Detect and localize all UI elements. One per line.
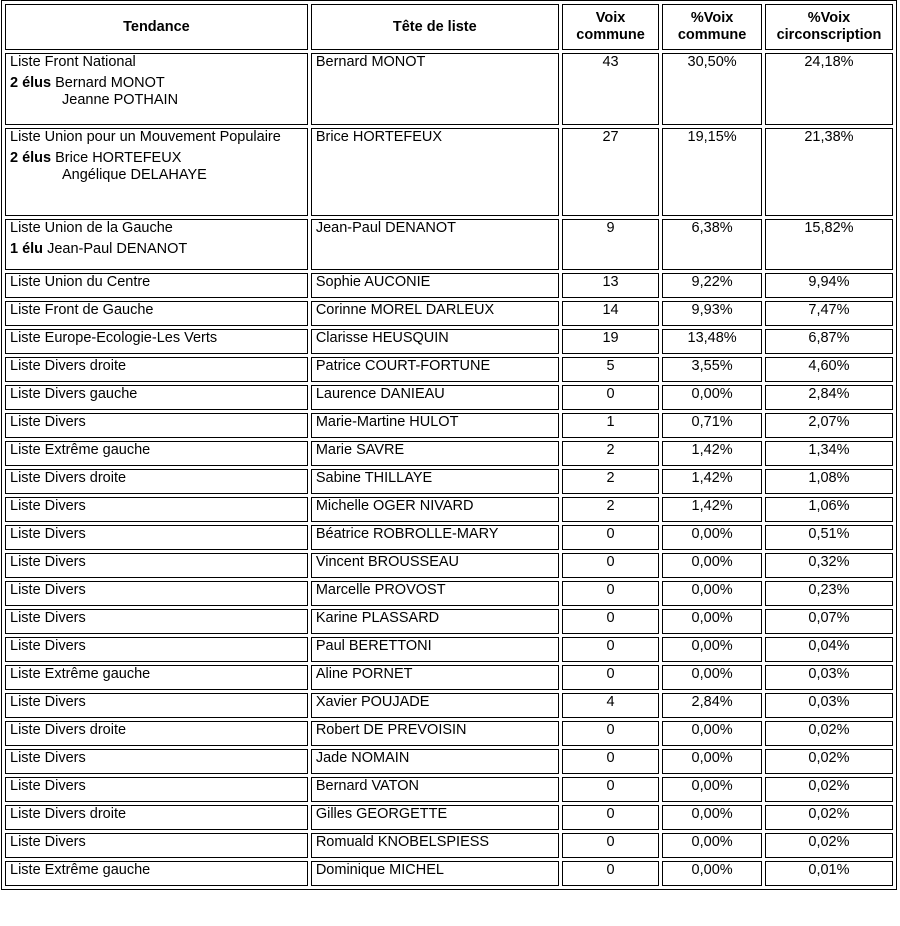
cell-pct-voix-commune: 0,00%: [662, 525, 762, 550]
cell-tete-de-liste: Béatrice ROBROLLE-MARY: [311, 525, 559, 550]
cell-voix-commune: 19: [562, 329, 660, 354]
cell-tendance: [5, 497, 308, 522]
cell-pct-voix-circonscription: 0,51%: [765, 525, 893, 550]
cell-tete-de-liste: Robert DE PREVOISIN: [311, 721, 559, 746]
table-row: [5, 665, 893, 690]
cell-pct-voix-commune: 0,00%: [662, 385, 762, 410]
header-voix-commune-line1: Voix: [595, 10, 626, 26]
elu-name: Angélique DELAHAYE: [62, 167, 207, 183]
tendance-text: Liste Front National: [10, 54, 136, 70]
cell-pct-voix-circonscription: 1,08%: [765, 469, 893, 494]
cell-tete-de-liste: Vincent BROUSSEAU: [311, 553, 559, 578]
cell-voix-commune: 0: [562, 861, 660, 886]
header-tendance: Tendance: [5, 4, 308, 50]
cell-pct-voix-commune: 0,00%: [662, 861, 762, 886]
cell-voix-commune: 14: [562, 301, 660, 326]
tendance-text: Liste Union de la Gauche: [10, 220, 173, 236]
elu-line: [10, 150, 303, 167]
cell-pct-voix-commune: 9,93%: [662, 301, 762, 326]
cell-tendance: [5, 525, 308, 550]
cell-voix-commune: 0: [562, 805, 660, 830]
header-pct-voix-commune: [662, 4, 762, 50]
elu-line: [10, 92, 303, 109]
cell-pct-voix-circonscription: 0,23%: [765, 581, 893, 606]
cell-voix-commune: 2: [562, 441, 660, 466]
cell-voix-commune: 43: [562, 53, 660, 125]
cell-pct-voix-circonscription: 0,03%: [765, 665, 893, 690]
cell-tete-de-liste: Dominique MICHEL: [311, 861, 559, 886]
table-row: [5, 693, 893, 718]
cell-tete-de-liste: Marie SAVRE: [311, 441, 559, 466]
table-row: [5, 637, 893, 662]
cell-voix-commune: 4: [562, 693, 660, 718]
tendance-text: Liste Divers droite: [10, 806, 127, 822]
cell-voix-commune: 0: [562, 525, 660, 550]
cell-pct-voix-commune: 0,71%: [662, 413, 762, 438]
table-row: [5, 273, 893, 298]
table-row: [5, 329, 893, 354]
table-row: [5, 749, 893, 774]
cell-tendance: [5, 665, 308, 690]
cell-tendance: [5, 53, 308, 125]
table-row: [5, 128, 893, 216]
cell-tete-de-liste: Laurence DANIEAU: [311, 385, 559, 410]
cell-pct-voix-commune: 2,84%: [662, 693, 762, 718]
table-row: [5, 581, 893, 606]
table-row: [5, 441, 893, 466]
tendance-text: Liste Union du Centre: [10, 274, 151, 290]
cell-voix-commune: 0: [562, 637, 660, 662]
cell-pct-voix-circonscription: 6,87%: [765, 329, 893, 354]
cell-tendance: [5, 385, 308, 410]
cell-pct-voix-commune: 0,00%: [662, 749, 762, 774]
cell-tete-de-liste: Jean-Paul DENANOT: [311, 219, 559, 270]
cell-tendance: [5, 357, 308, 382]
tendance-text: Liste Divers: [10, 638, 86, 654]
header-row: [5, 4, 893, 50]
cell-tete-de-liste: Aline PORNET: [311, 665, 559, 690]
cell-tete-de-liste: Bernard VATON: [311, 777, 559, 802]
cell-pct-voix-circonscription: 0,02%: [765, 777, 893, 802]
elu-name: Brice HORTEFEUX: [55, 150, 182, 166]
cell-tendance: [5, 693, 308, 718]
cell-pct-voix-commune: 1,42%: [662, 469, 762, 494]
cell-pct-voix-commune: 6,38%: [662, 219, 762, 270]
tendance-text: Liste Divers: [10, 526, 86, 542]
cell-tendance: [5, 219, 308, 270]
header-tete-de-liste: Tête de liste: [311, 4, 559, 50]
cell-tendance: [5, 777, 308, 802]
cell-tendance: [5, 637, 308, 662]
cell-pct-voix-circonscription: 0,02%: [765, 805, 893, 830]
cell-tendance: [5, 553, 308, 578]
table-row: [5, 777, 893, 802]
cell-pct-voix-circonscription: 9,94%: [765, 273, 893, 298]
elus-count: 2 élus: [10, 75, 52, 91]
tendance-text: Liste Divers: [10, 582, 86, 598]
table-row: [5, 553, 893, 578]
cell-voix-commune: 0: [562, 553, 660, 578]
cell-voix-commune: 5: [562, 357, 660, 382]
cell-pct-voix-commune: 0,00%: [662, 637, 762, 662]
cell-voix-commune: 2: [562, 497, 660, 522]
cell-tendance: [5, 273, 308, 298]
header-pct-voix-circonscription: [765, 4, 893, 50]
results-table: [1, 0, 897, 890]
cell-tete-de-liste: Patrice COURT-FORTUNE: [311, 357, 559, 382]
cell-voix-commune: 0: [562, 665, 660, 690]
header-voix-commune-line2: commune: [576, 27, 645, 43]
cell-tete-de-liste: Marie-Martine HULOT: [311, 413, 559, 438]
cell-pct-voix-commune: 0,00%: [662, 553, 762, 578]
table-row: [5, 357, 893, 382]
header-pct-voix-commune-line1: %Voix: [690, 10, 734, 26]
cell-tete-de-liste: Sabine THILLAYE: [311, 469, 559, 494]
cell-tendance: [5, 329, 308, 354]
cell-tete-de-liste: Xavier POUJADE: [311, 693, 559, 718]
cell-voix-commune: 0: [562, 777, 660, 802]
tendance-text: Liste Divers: [10, 498, 86, 514]
table-row: [5, 833, 893, 858]
cell-pct-voix-circonscription: 4,60%: [765, 357, 893, 382]
cell-tete-de-liste: Clarisse HEUSQUIN: [311, 329, 559, 354]
tendance-text: Liste Front de Gauche: [10, 302, 154, 318]
tendance-text: Liste Union pour un Mouvement Populaire: [10, 129, 281, 145]
cell-voix-commune: 27: [562, 128, 660, 216]
cell-pct-voix-circonscription: 0,01%: [765, 861, 893, 886]
elus-block: [10, 241, 303, 258]
cell-pct-voix-commune: 0,00%: [662, 609, 762, 634]
tendance-text: Liste Divers: [10, 778, 86, 794]
cell-pct-voix-circonscription: 15,82%: [765, 219, 893, 270]
cell-tete-de-liste: Jade NOMAIN: [311, 749, 559, 774]
elu-line: [10, 241, 303, 258]
tendance-text: Liste Divers: [10, 694, 86, 710]
cell-voix-commune: 0: [562, 749, 660, 774]
cell-pct-voix-commune: 0,00%: [662, 833, 762, 858]
table-header: [5, 4, 893, 50]
elus-count: 2 élus: [10, 150, 52, 166]
tendance-text: Liste Extrême gauche: [10, 442, 151, 458]
table-row: [5, 497, 893, 522]
tendance-text: Liste Divers droite: [10, 358, 127, 374]
table-row: [5, 609, 893, 634]
cell-voix-commune: 0: [562, 385, 660, 410]
cell-tete-de-liste: Michelle OGER NIVARD: [311, 497, 559, 522]
cell-pct-voix-commune: 1,42%: [662, 497, 762, 522]
tendance-text: Liste Divers: [10, 554, 86, 570]
table-row: [5, 413, 893, 438]
cell-pct-voix-circonscription: 24,18%: [765, 53, 893, 125]
cell-pct-voix-commune: 13,48%: [662, 329, 762, 354]
elus-block: [10, 75, 303, 109]
cell-tete-de-liste: Sophie AUCONIE: [311, 273, 559, 298]
elus-block: [10, 150, 303, 184]
cell-pct-voix-commune: 0,00%: [662, 665, 762, 690]
tendance-text: Liste Divers gauche: [10, 386, 138, 402]
cell-voix-commune: 9: [562, 219, 660, 270]
cell-pct-voix-commune: 19,15%: [662, 128, 762, 216]
tendance-text: Liste Extrême gauche: [10, 666, 151, 682]
elu-name: Bernard MONOT: [55, 75, 165, 91]
cell-voix-commune: 0: [562, 581, 660, 606]
elu-line: [10, 167, 303, 184]
cell-pct-voix-commune: 0,00%: [662, 581, 762, 606]
tendance-text: Liste Divers: [10, 834, 86, 850]
cell-pct-voix-commune: 9,22%: [662, 273, 762, 298]
cell-tendance: [5, 413, 308, 438]
table-row: [5, 469, 893, 494]
tendance-text: Liste Europe-Ecologie-Les Verts: [10, 330, 218, 346]
cell-pct-voix-circonscription: 0,04%: [765, 637, 893, 662]
table-row: [5, 805, 893, 830]
cell-tendance: [5, 128, 308, 216]
cell-pct-voix-commune: 1,42%: [662, 441, 762, 466]
elu-line: [10, 75, 303, 92]
cell-voix-commune: 13: [562, 273, 660, 298]
cell-tete-de-liste: Paul BERETTONI: [311, 637, 559, 662]
table-row: [5, 861, 893, 886]
cell-pct-voix-circonscription: 1,34%: [765, 441, 893, 466]
header-pct-voix-circ-line2: circonscription: [776, 27, 882, 43]
cell-tete-de-liste: Brice HORTEFEUX: [311, 128, 559, 216]
cell-tendance: [5, 749, 308, 774]
cell-tete-de-liste: Romuald KNOBELSPIESS: [311, 833, 559, 858]
elu-name: Jean-Paul DENANOT: [47, 241, 188, 257]
cell-tete-de-liste: Bernard MONOT: [311, 53, 559, 125]
cell-voix-commune: 1: [562, 413, 660, 438]
cell-tete-de-liste: Marcelle PROVOST: [311, 581, 559, 606]
cell-pct-voix-circonscription: 2,07%: [765, 413, 893, 438]
cell-tendance: [5, 609, 308, 634]
cell-pct-voix-circonscription: 7,47%: [765, 301, 893, 326]
cell-tete-de-liste: Gilles GEORGETTE: [311, 805, 559, 830]
table-row: [5, 525, 893, 550]
table-row: [5, 219, 893, 270]
cell-voix-commune: 0: [562, 609, 660, 634]
cell-voix-commune: 2: [562, 469, 660, 494]
elus-count: 1 élu: [10, 241, 44, 257]
table-row: [5, 721, 893, 746]
cell-tendance: [5, 469, 308, 494]
cell-pct-voix-circonscription: 0,32%: [765, 553, 893, 578]
cell-tendance: [5, 861, 308, 886]
header-pct-voix-circ-line1: %Voix: [807, 10, 851, 26]
cell-pct-voix-circonscription: 0,02%: [765, 749, 893, 774]
cell-pct-voix-circonscription: 0,02%: [765, 721, 893, 746]
tendance-text: Liste Extrême gauche: [10, 862, 151, 878]
cell-tendance: [5, 301, 308, 326]
table-row: [5, 385, 893, 410]
table-row: [5, 53, 893, 125]
tendance-text: Liste Divers droite: [10, 722, 127, 738]
tendance-text: Liste Divers: [10, 610, 86, 626]
cell-voix-commune: 0: [562, 721, 660, 746]
cell-tendance: [5, 805, 308, 830]
cell-tendance: [5, 581, 308, 606]
elu-name: Jeanne POTHAIN: [62, 92, 179, 108]
cell-pct-voix-circonscription: 21,38%: [765, 128, 893, 216]
cell-pct-voix-commune: 0,00%: [662, 805, 762, 830]
cell-pct-voix-commune: 0,00%: [662, 777, 762, 802]
cell-pct-voix-circonscription: 1,06%: [765, 497, 893, 522]
tendance-text: Liste Divers: [10, 414, 86, 430]
cell-tendance: [5, 441, 308, 466]
cell-pct-voix-circonscription: 2,84%: [765, 385, 893, 410]
cell-pct-voix-circonscription: 0,07%: [765, 609, 893, 634]
cell-pct-voix-commune: 0,00%: [662, 721, 762, 746]
cell-pct-voix-commune: 30,50%: [662, 53, 762, 125]
cell-tendance: [5, 833, 308, 858]
tendance-text: Liste Divers droite: [10, 470, 127, 486]
cell-pct-voix-circonscription: 0,02%: [765, 833, 893, 858]
table-row: [5, 301, 893, 326]
cell-pct-voix-circonscription: 0,03%: [765, 693, 893, 718]
cell-voix-commune: 0: [562, 833, 660, 858]
cell-tete-de-liste: Corinne MOREL DARLEUX: [311, 301, 559, 326]
header-voix-commune: [562, 4, 660, 50]
cell-tendance: [5, 721, 308, 746]
cell-tete-de-liste: Karine PLASSARD: [311, 609, 559, 634]
cell-pct-voix-commune: 3,55%: [662, 357, 762, 382]
tendance-text: Liste Divers: [10, 750, 86, 766]
table-body: [5, 53, 893, 886]
header-pct-voix-commune-line2: commune: [677, 27, 747, 43]
